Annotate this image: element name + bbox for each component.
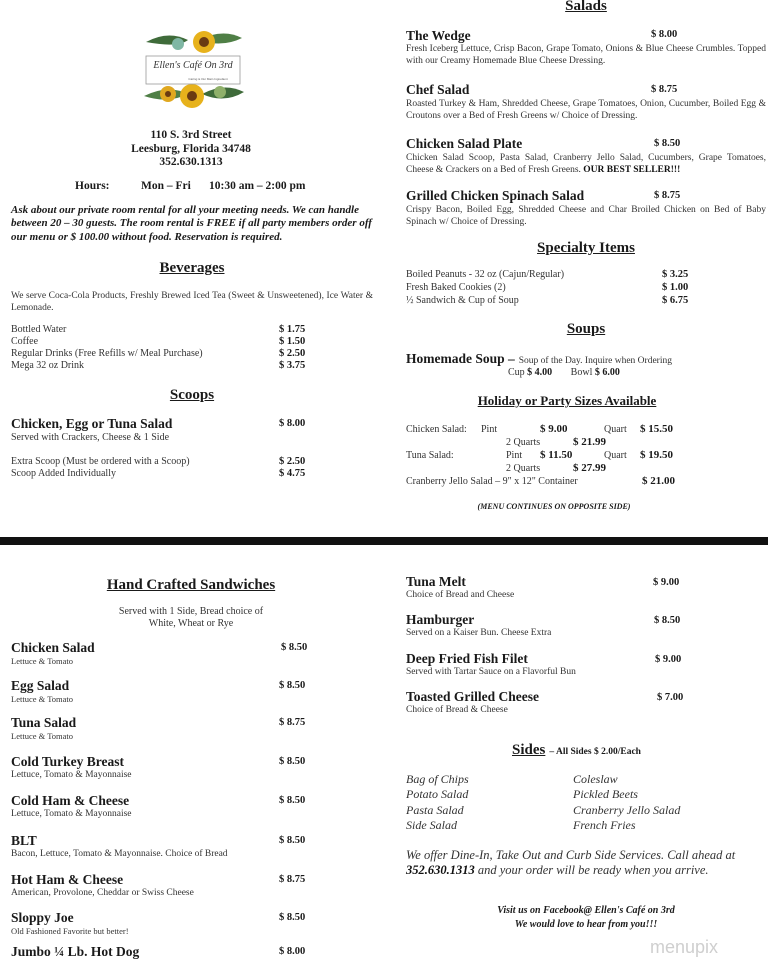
address-line2: Leesburg, Florida 34748 (131, 143, 251, 155)
party-2quarts-price: $ 27.99 (573, 462, 606, 474)
side-item: Cranberry Jello Salad (573, 803, 681, 817)
scoop-added-price: $ 4.75 (279, 468, 306, 479)
sandwich-desc: Served on a Kaiser Bun. Cheese Extra (406, 628, 552, 638)
sandwich-name: Deep Fried Fish Filet (406, 651, 528, 666)
salad-desc: Chicken Salad Scoop, Pasta Salad, Cranberry Jello Salad, Cucumbers, Grape Tomatoes, Cheese & Crackers on a Bed of Fresh Greens. (406, 153, 766, 175)
party-pint-label: Pint (506, 450, 523, 461)
beverages-heading: Beverages (159, 260, 225, 276)
menu-continues-note: (MENU CONTINUES ON OPPOSITE SIDE) (477, 502, 631, 511)
soup-desc: Soup of the Day. Inquire when Ordering (518, 356, 672, 366)
beverage-price: $ 3.75 (279, 360, 306, 371)
sandwich-price: $ 8.00 (279, 946, 306, 957)
party-jello-label: Cranberry Jello Salad – 9" x 12" Container (406, 476, 578, 487)
salad-desc: Fresh Iceberg Lettuce, Crisp Bacon, Grape Tomato, Onions & Blue Cheese Crumbles. Topped with our Creamy Homemade Blue Cheese Dressing. (406, 44, 766, 66)
party-jello-price: $ 21.00 (642, 475, 675, 487)
sandwich-price: $ 8.50 (279, 680, 306, 691)
bowl-label: Bowl (570, 367, 593, 378)
sandwich-price: $ 8.50 (654, 615, 681, 626)
scoop-added: Scoop Added Individually (11, 468, 116, 479)
sandwich-price: $ 8.50 (279, 756, 306, 767)
salad-price: $ 8.75 (654, 190, 681, 201)
hours-label: Hours: (75, 180, 110, 192)
sandwich-name: Cold Ham & Cheese (11, 793, 130, 808)
sandwich-name: Hot Ham & Cheese (11, 872, 124, 887)
salad-price: $ 8.75 (651, 84, 678, 95)
sandwich-desc: Served with Tartar Sauce on a Flavorful Bun (406, 667, 576, 677)
side-item: French Fries (573, 818, 636, 832)
beverage-name: Mega 32 oz Drink (11, 360, 85, 371)
beverage-name: Bottled Water (11, 324, 67, 335)
phone: 352.630.1313 (159, 156, 223, 168)
facebook-note: Visit us on Facebook@ Ellen's Café on 3rd (497, 905, 675, 916)
salad-name: The Wedge (406, 28, 471, 43)
salads-heading: Salads (565, 0, 607, 14)
services-note (406, 848, 768, 878)
beverage-name: Coffee (11, 336, 39, 347)
specialty-heading: Specialty Items (537, 240, 635, 256)
scoop-desc: Served with Crackers, Cheese & 1 Side (11, 432, 170, 443)
side-item: Pasta Salad (406, 803, 464, 817)
specialty-name: ½ Sandwich & Cup of Soup (406, 295, 519, 306)
salad-name: Chicken Salad Plate (406, 136, 523, 151)
party-quart-price: $ 19.50 (640, 449, 673, 461)
party-2quarts-label: 2 Quarts (506, 437, 541, 448)
hours-time: 10:30 am – 2:00 pm (209, 180, 306, 192)
best-seller-badge: OUR BEST SELLER!!! (583, 165, 681, 175)
address-line1: 110 S. 3rd Street (150, 129, 232, 141)
sandwich-price: $ 8.50 (281, 642, 308, 653)
specialty-price: $ 1.00 (662, 282, 689, 293)
cup-price: $ 4.00 (527, 367, 553, 378)
party-pint-label: Pint (481, 424, 498, 435)
sandwich-price: $ 8.75 (279, 717, 306, 728)
sandwich-price: $ 8.50 (279, 912, 306, 923)
party-2quarts-label: 2 Quarts (506, 463, 541, 474)
salad-desc: Crispy Bacon, Boiled Egg, Shredded Cheese and Char Broiled Chicken on Bed of Baby Spinach w/ Choice of Dressing. (406, 205, 766, 227)
page-divider (0, 537, 768, 545)
salad-name: Chef Salad (406, 82, 470, 97)
sandwich-name: Tuna Salad (11, 715, 77, 730)
sandwich-name: Toasted Grilled Cheese (406, 689, 539, 704)
sandwiches-subtitle: White, Wheat or Rye (148, 618, 234, 629)
specialty-price: $ 6.75 (662, 295, 689, 306)
bowl-price: $ 6.00 (594, 367, 620, 378)
services-phone: 352.630.1313 (406, 863, 475, 877)
sandwich-desc: Choice of Bread & Cheese (406, 705, 508, 715)
sandwich-desc: Old Fashioned Favorite but better! (11, 926, 129, 936)
soups-heading: Soups (566, 321, 606, 337)
specialty-name: Fresh Baked Cookies (2) (406, 282, 506, 293)
party-quart-label: Quart (604, 450, 627, 461)
sandwich-desc: American, Provolone, Cheddar or Swiss Cheese (11, 888, 194, 898)
sides-heading: Sides (512, 742, 546, 758)
cup-label: Cup (508, 367, 525, 378)
party-sizes-heading: Holiday or Party Sizes Available (477, 393, 657, 408)
scoop-price: $ 8.00 (279, 418, 306, 429)
side-item: Bag of Chips (406, 772, 469, 786)
party-quart-price: $ 15.50 (640, 423, 673, 435)
sandwich-name: Cold Turkey Breast (11, 754, 125, 769)
side-item: Potato Salad (406, 787, 469, 801)
beverage-price: $ 2.50 (279, 348, 306, 359)
sandwich-name: Hamburger (406, 612, 475, 627)
sides-subtitle: – All Sides $ 2.00/Each (549, 747, 641, 757)
party-pint-price: $ 9.00 (540, 423, 568, 435)
sandwich-name: Tuna Melt (406, 574, 466, 589)
sandwich-name: Egg Salad (11, 678, 70, 693)
scoop-name: Chicken, Egg or Tuna Salad (11, 416, 173, 431)
soup-name: Homemade Soup – (406, 351, 515, 366)
sandwich-price: $ 8.50 (279, 795, 306, 806)
side-item: Side Salad (406, 818, 457, 832)
salad-desc: Roasted Turkey & Ham, Shredded Cheese, Grape Tomatoes, Onion, Cucumber, Boiled Egg & Croutons over a Bed of Fresh Greens w/ Choice of Dressing. (406, 99, 766, 121)
sandwich-price: $ 7.00 (657, 692, 684, 703)
sandwich-price: $ 9.00 (655, 654, 682, 665)
party-pint-price: $ 11.50 (540, 449, 573, 461)
sandwiches-subtitle: Served with 1 Side, Bread choice of (118, 606, 264, 617)
sandwich-desc: Bacon, Lettuce, Tomato & Mayonnaise. Choice of Bread (11, 849, 228, 859)
services-text: and your order will be ready when you arrive. (474, 863, 709, 877)
specialty-name: Boiled Peanuts - 32 oz (Cajun/Regular) (406, 269, 565, 280)
beverage-name: Regular Drinks (Free Refills w/ Meal Purchase) (11, 348, 203, 359)
extra-scoop: Extra Scoop (Must be ordered with a Scoop) (11, 456, 190, 467)
sandwich-desc: Lettuce, Tomato & Mayonnaise (11, 770, 132, 780)
side-item: Coleslaw (573, 772, 618, 786)
services-text: We offer Dine-In, Take Out and Curb Side Services. Call ahead at (406, 848, 736, 862)
salad-name: Grilled Chicken Spinach Salad (406, 188, 585, 203)
svg-text:Ellen's Café On 3rd: Ellen's Café On 3rd (153, 60, 233, 71)
beverage-price: $ 1.75 (279, 324, 306, 335)
party-quart-label: Quart (604, 424, 627, 435)
sandwich-desc: Lettuce, Tomato & Mayonnaise (11, 809, 132, 819)
sandwich-name: Chicken Salad (11, 640, 95, 655)
sandwiches-heading: Hand Crafted Sandwiches (106, 577, 276, 593)
scoops-heading: Scoops (169, 387, 215, 403)
sandwich-price: $ 9.00 (653, 577, 680, 588)
watermark: menupix (650, 937, 719, 957)
side-item: Pickled Beets (573, 787, 638, 801)
specialty-price: $ 3.25 (662, 269, 689, 280)
sandwich-desc: Lettuce & Tomato (11, 731, 74, 741)
hours-days: Mon – Fri (141, 180, 191, 192)
sandwich-price: $ 8.50 (279, 835, 306, 846)
sandwich-price: $ 8.75 (279, 874, 306, 885)
party-2quarts-price: $ 21.99 (573, 436, 606, 448)
love-note: We would love to hear from you!!! (514, 919, 658, 930)
logo (138, 24, 248, 110)
beverage-price: $ 1.50 (279, 336, 306, 347)
sandwich-desc: Choice of Bread and Cheese (406, 590, 515, 600)
party-chicken-label: Chicken Salad: (406, 424, 467, 435)
svg-text:Caring is Our Main Ingredient: Caring is Our Main Ingredient (188, 77, 228, 81)
beverages-description: We serve Coca-Cola Products, Freshly Brewed Iced Tea (Sweet & Unsweetened), Ice Water & Lemonade. (11, 291, 373, 313)
sandwich-name: BLT (11, 833, 37, 848)
sandwich-desc: Lettuce & Tomato (11, 694, 74, 704)
salad-price: $ 8.50 (654, 138, 681, 149)
sandwich-name: Jumbo ¼ Lb. Hot Dog (11, 944, 140, 959)
sandwich-name: Sloppy Joe (11, 910, 74, 925)
sandwich-desc: Lettuce & Tomato (11, 656, 74, 666)
extra-scoop-price: $ 2.50 (279, 456, 306, 467)
party-tuna-label: Tuna Salad: (406, 450, 454, 461)
room-rental-note: Ask about our private room rental for all your meeting needs. We can handle between 20 – 30 guests. The room rental is FREE if all party members order off our menu or $ 100.00 without food. Reservation is required. (11, 204, 372, 243)
salad-price: $ 8.00 (651, 29, 678, 40)
